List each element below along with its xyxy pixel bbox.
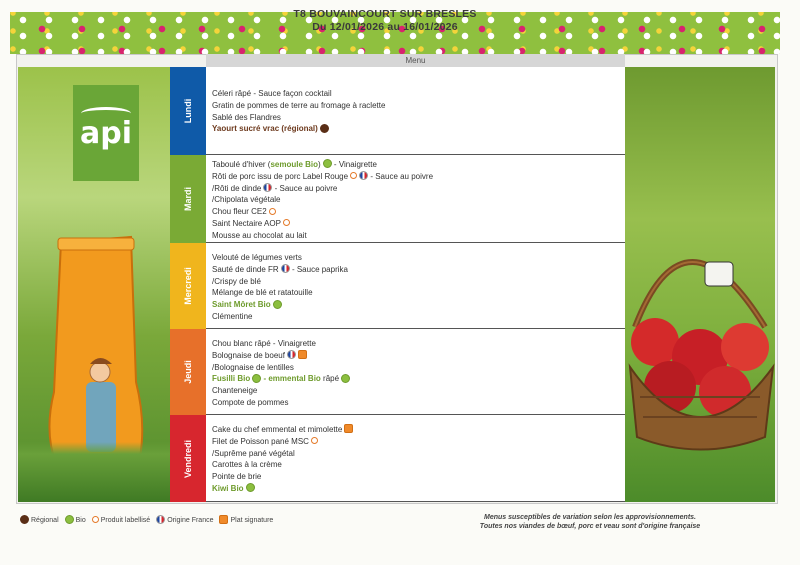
day-name: Lundi: [183, 98, 193, 124]
dish-text: Chou blanc râpé - Vinaigrette: [212, 339, 316, 348]
dish-text: Velouté de légumes verts: [212, 253, 302, 262]
dish-text: Gratin de pommes de terre au fromage à raclette: [212, 100, 386, 110]
menu-item: [212, 88, 625, 100]
menu-cell-mercredi: [206, 243, 625, 329]
legend-label: Bio: [75, 517, 86, 525]
dish-text: Taboulé d'hiver (: [212, 160, 271, 169]
dish-text: Chou fleur CE2: [212, 207, 267, 217]
dish-text: /Suprême pané végétal: [212, 448, 295, 458]
legend-entry-signature: [219, 517, 273, 524]
dish-text: Sauté de dinde FR: [212, 264, 279, 274]
legend-label: Plat signature: [230, 517, 274, 525]
menu-item: [212, 264, 625, 276]
france-flag-icon: [156, 515, 165, 524]
regional-icon: [20, 515, 29, 524]
signature-icon: [219, 515, 228, 524]
label-icon: [92, 516, 99, 523]
dish-text: Yaourt sucré vrac (régional): [212, 124, 318, 134]
dish-text: Cake du chef emmental et mimolette: [212, 425, 343, 434]
dish-text: - emmental Bio: [261, 374, 321, 384]
label-icon: [311, 437, 318, 444]
dish-text: râpé: [320, 374, 340, 384]
menu-item: [212, 230, 625, 242]
menu-item: [212, 362, 625, 374]
legend-label: Régional: [31, 517, 59, 525]
boot-photo: [18, 67, 170, 502]
menu-item: [212, 338, 625, 350]
menu-title: [220, 8, 550, 34]
bio-icon: [323, 159, 332, 168]
note-line-2: Toutes nos viandes de bœuf, porc et veau sont d'origine française: [479, 523, 701, 530]
dish-text: Chanteneige: [212, 386, 258, 396]
school-name: T8 BOUVAINCOURT SUR BRESLES: [293, 8, 477, 20]
bio-icon: [65, 515, 74, 524]
dish-text: - Sauce paprika: [289, 264, 348, 274]
menu-column-header: Menu: [206, 54, 625, 67]
dish-text: Céleri râpé - Sauce façon cocktail: [212, 89, 332, 98]
dish-text: Sablé des Flandres: [212, 112, 281, 122]
label-icon: [350, 172, 357, 179]
api-logo: [73, 85, 139, 181]
menu-item: [212, 159, 625, 171]
dish-text: Mousse au chocolat au lait: [212, 230, 307, 240]
day-name: Jeudi: [183, 360, 193, 384]
dish-text: ): [318, 160, 321, 169]
menu-item: [212, 350, 625, 362]
dish-text: /Bolognaise de lentilles: [212, 362, 294, 372]
bio-icon: [252, 374, 261, 383]
menu-item: [212, 194, 625, 206]
dish-text: Fusilli Bio: [212, 374, 251, 384]
legend-entry-bio: [65, 517, 86, 524]
legend-label: Produit labellisé: [100, 517, 151, 525]
menu-item: [212, 397, 625, 409]
menu-item: [212, 471, 625, 483]
france-flag-icon: [359, 171, 368, 180]
dish-text: Kiwi Bio: [212, 483, 244, 493]
day-name: Vendredi: [183, 439, 193, 478]
dish-text: /Chipolata végétale: [212, 195, 281, 205]
menu-item: [212, 311, 625, 323]
dish-text: Mélange de blé et ratatouille: [212, 288, 313, 298]
france-flag-icon: [281, 264, 290, 273]
menu-item: [212, 459, 625, 471]
menu-item: [212, 100, 625, 112]
menu-item: [212, 385, 625, 397]
menu-cell-vendredi: [206, 415, 625, 502]
dish-text: Compote de pommes: [212, 397, 289, 407]
menu-item: [212, 436, 625, 448]
dish-text: /Crispy de blé: [212, 276, 261, 286]
dish-text: - Vinaigrette: [331, 160, 377, 169]
dish-text: - Sauce au poivre: [272, 183, 338, 193]
apple-basket-photo: [625, 67, 775, 502]
dish-text: Pointe de brie: [212, 472, 262, 482]
logo-text: api: [79, 115, 132, 151]
menu-item: [212, 252, 625, 264]
menu-item: [212, 424, 625, 436]
supply-note: [440, 513, 740, 531]
signature-icon: [344, 424, 353, 433]
legend-entry-regional: [20, 517, 59, 524]
menu-item: [212, 483, 625, 495]
dish-text: Filet de Poisson pané MSC: [212, 436, 309, 446]
france-flag-icon: [287, 350, 296, 359]
legend: [20, 516, 279, 525]
day-label-mercredi: [170, 243, 206, 329]
menu-cell-lundi: [206, 67, 625, 155]
menu-item: [212, 123, 625, 135]
dish-text: Saint Nectaire AOP: [212, 218, 281, 228]
menu-cell-mardi: [206, 155, 625, 243]
day-label-lundi: [170, 67, 206, 155]
menu-cell-jeudi: [206, 329, 625, 415]
menu-item: [212, 373, 625, 385]
dish-text: Saint Môret Bio: [212, 300, 271, 310]
day-label-jeudi: [170, 329, 206, 415]
label-icon: [269, 208, 276, 215]
legend-entry-france: [156, 517, 213, 524]
logo-swoosh-icon: [81, 107, 131, 120]
menu-item: [212, 276, 625, 288]
bio-icon: [246, 483, 255, 492]
menu-item: [212, 448, 625, 460]
note-line-1: Menus susceptibles de variation selon les approvisionnements.: [483, 514, 696, 521]
dish-text: semoule Bio: [270, 160, 319, 169]
dish-text: Bolognaise de boeuf: [212, 350, 285, 360]
bio-icon: [273, 300, 282, 309]
date-range: Du 12/01/2026 au 16/01/2026: [312, 21, 458, 33]
menu-item: [212, 183, 625, 195]
menu-item: [212, 299, 625, 311]
menu-item: [212, 287, 625, 299]
menu-item: [212, 218, 625, 230]
legend-label: Origine France: [167, 517, 214, 525]
dish-text: Clémentine: [212, 311, 253, 321]
regional-icon: [320, 124, 329, 133]
day-label-mardi: [170, 155, 206, 243]
apple-basket-icon: [625, 207, 775, 457]
dish-text: - Sauce au poivre: [368, 171, 434, 181]
dish-text: Rôti de porc issu de porc Label Rouge: [212, 171, 349, 181]
rain-boot-icon: [36, 232, 148, 472]
menu-item: [212, 171, 625, 183]
menu-item: [212, 206, 625, 218]
grass: [18, 442, 170, 502]
day-name: Mercredi: [183, 267, 193, 305]
dish-text: Carottes à la crème: [212, 460, 282, 470]
day-label-vendredi: [170, 415, 206, 502]
dish-text: /Rôti de dinde: [212, 183, 262, 193]
bio-icon: [341, 374, 350, 383]
day-name: Mardi: [183, 186, 193, 212]
signature-icon: [298, 350, 307, 359]
menu-item: [212, 112, 625, 124]
legend-entry-label: [92, 517, 150, 524]
label-icon: [283, 219, 290, 226]
